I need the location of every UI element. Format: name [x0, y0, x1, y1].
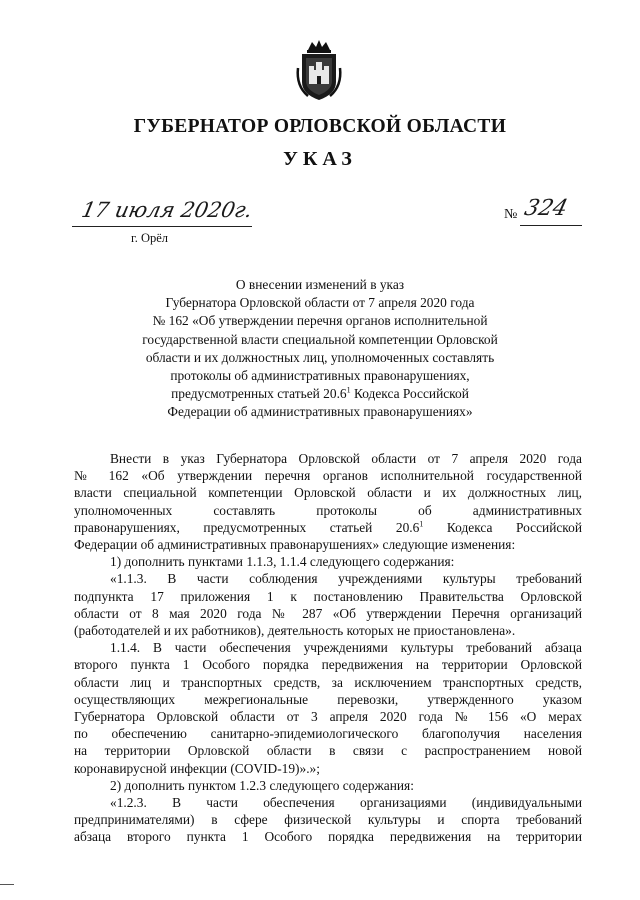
city-label: г. Орёл	[131, 231, 169, 245]
body-line: подпункта 17 приложения 1 к постановлению Правительства Орловской	[74, 588, 582, 604]
article-superscript: 1	[419, 519, 424, 529]
body-line: 2) дополнить пунктом 1.2.3 следующего содержания:	[110, 777, 414, 793]
body-line-part: правонарушениях, предусмотренных статьей 20.6	[74, 519, 420, 535]
subject-line: протоколы об административных правонарушениях,	[170, 368, 470, 384]
body-line: № 162 «Об утверждении перечня органов исполнительной государственной	[74, 468, 582, 484]
decree-subject	[120, 276, 520, 422]
body-line: по обеспечению санитарно-эпидемиологического благополучия населения	[74, 726, 582, 742]
date-underline	[72, 226, 252, 227]
body-line: предпринимателями) в сфере физической культуры и спорта требований	[74, 812, 582, 828]
body-line: (работодателей и их работников), деятельность которых не приостановлена».	[74, 623, 516, 639]
body-line: на территории Орловской области в связи с распространением новой	[74, 743, 582, 759]
body-line: Федерации об административных правонарушениях» следующие изменения:	[74, 537, 516, 553]
body-line: осуществляющих межрегиональные перевозки, утвержденного указом	[74, 691, 582, 707]
handwritten-date: 17 июля 2020г.	[79, 198, 255, 222]
body-line: 1) дополнить пунктами 1.1.3, 1.1.4 следующего содержания:	[110, 554, 455, 570]
subject-line-part: предусмотренных статьей 20.6	[171, 386, 347, 402]
subject-line: Федерации об административных правонарушениях»	[167, 404, 473, 420]
body-line	[74, 519, 582, 536]
subject-line: № 162 «Об утверждении перечня органов исполнительной	[152, 313, 488, 329]
body-line: области лиц и транспортных средств, за исключением транспортных средств,	[74, 674, 582, 690]
subject-line-part: Кодекса Российской	[350, 386, 469, 402]
governor-title: ГУБЕРНАТОР ОРЛОВСКОЙ ОБЛАСТИ	[133, 116, 507, 137]
body-line-part: Кодекса Российской	[423, 519, 582, 535]
subject-line: государственной власти специальной компетенции Орловской	[142, 331, 498, 347]
handwritten-number: 324	[521, 196, 571, 221]
decree-heading: УКАЗ	[283, 148, 357, 170]
subject-line: области и их должностных лиц, уполномоченных составлять	[145, 349, 495, 365]
scan-edge-mark	[0, 884, 14, 885]
subject-line	[120, 385, 520, 403]
article-superscript: 1	[346, 385, 351, 395]
body-line: «1.1.3. В части соблюдения учреждениями культуры требований	[110, 571, 582, 587]
subject-line: Губернатора Орловской области от 7 апреля 2020 года	[165, 295, 475, 311]
body-line: абзаца второго пункта 1 Особого порядка передвижения на территории	[74, 829, 582, 845]
body-line: власти специальной компетенции Орловской области и их должностных лиц,	[74, 485, 582, 501]
decree-body	[74, 450, 582, 846]
body-line: второго пункта 1 Особого порядка передвижения на территории Орловской	[74, 657, 582, 673]
body-line: уполномоченных составлять протоколы об административных	[74, 502, 582, 518]
number-label: №	[504, 207, 518, 222]
body-line: 1.1.4. В части обеспечения учреждениями культуры требований абзаца	[110, 640, 582, 656]
subject-line: О внесении изменений в указ	[235, 277, 405, 292]
body-line: «1.2.3. В части обеспечения организациями (индивидуальными	[110, 795, 582, 811]
body-line: коронавирусной инфекции (COVID-19)».»;	[74, 760, 320, 776]
number-underline	[520, 225, 582, 226]
body-line: Внести в указ Губернатора Орловской области от 7 апреля 2020 года	[110, 451, 582, 466]
body-line: Губернатора Орловской области от 3 апреля 2020 года № 156 «О мерах	[74, 709, 582, 725]
body-line: области от 8 мая 2020 года № 287 «Об утверждении Перечня организаций	[74, 605, 582, 621]
coat-of-arms-icon	[294, 38, 344, 102]
